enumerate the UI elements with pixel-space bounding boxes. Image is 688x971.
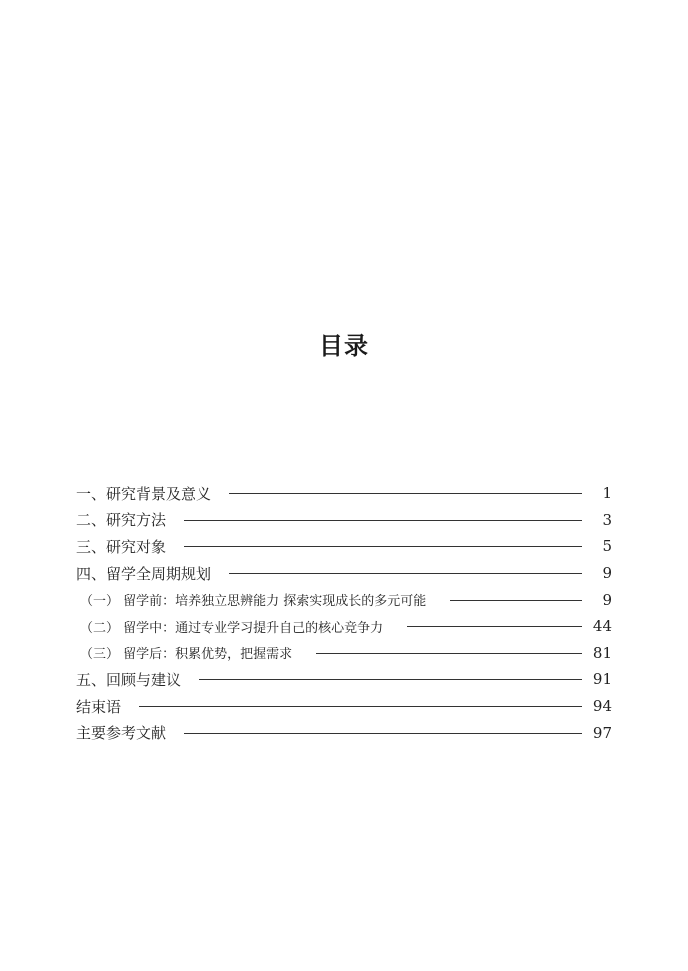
toc-entry-page: 94 — [592, 697, 612, 716]
toc-entry-label: 三、研究对象 — [76, 537, 167, 556]
toc-entry-page: 5 — [602, 537, 612, 556]
toc-entry[interactable] — [76, 560, 612, 587]
toc-entry-page: 91 — [592, 670, 612, 689]
toc-entry-page: 44 — [592, 617, 612, 636]
toc-entry-label: （一） 留学前：培养独立思辨能力 探索实现成长的多元可能 — [80, 594, 427, 610]
toc-entry[interactable] — [76, 666, 612, 693]
toc-subentry[interactable] — [76, 586, 612, 613]
toc-leader-line — [184, 520, 582, 521]
toc-entry-label: 二、研究方法 — [76, 511, 167, 530]
toc-entry[interactable] — [76, 480, 612, 507]
toc-entry-page: 9 — [602, 564, 612, 583]
toc-entry[interactable] — [76, 719, 612, 746]
toc-entry-page: 97 — [592, 723, 612, 742]
toc-leader-line — [199, 679, 582, 680]
toc-leader-line — [139, 706, 582, 707]
toc-entry-page: 1 — [602, 484, 612, 503]
toc-leader-line — [407, 626, 582, 627]
toc-entry-label: 一、研究背景及意义 — [76, 484, 212, 503]
toc-entry-page: 81 — [592, 643, 612, 662]
toc-leader-line — [229, 493, 582, 494]
toc-entry-label: 四、留学全周期规划 — [76, 564, 212, 583]
toc-leader-line — [184, 733, 582, 734]
toc-leader-line — [450, 600, 582, 601]
toc-entry[interactable] — [76, 693, 612, 720]
toc-entry[interactable] — [76, 533, 612, 560]
toc-subentry[interactable] — [76, 640, 612, 667]
toc-subentry[interactable] — [76, 613, 612, 640]
toc-leader-line — [184, 546, 582, 547]
toc-entry[interactable] — [76, 507, 612, 534]
toc-entry-label: （二） 留学中：通过专业学习提升自己的核心竞争力 — [80, 620, 384, 636]
toc-entry-label: 结束语 — [76, 697, 122, 716]
toc-entry-page: 3 — [602, 510, 612, 529]
toc-list — [76, 480, 612, 746]
toc-entry-label: 主要参考文献 — [76, 724, 167, 743]
toc-leader-line — [316, 653, 582, 654]
toc-leader-line — [229, 573, 582, 574]
toc-title: 目录 — [319, 331, 369, 360]
toc-entry-label: 五、回顾与建议 — [76, 670, 182, 689]
toc-entry-page: 9 — [602, 590, 612, 609]
toc-entry-label: （三） 留学后：积累优势，把握需求 — [80, 647, 293, 663]
